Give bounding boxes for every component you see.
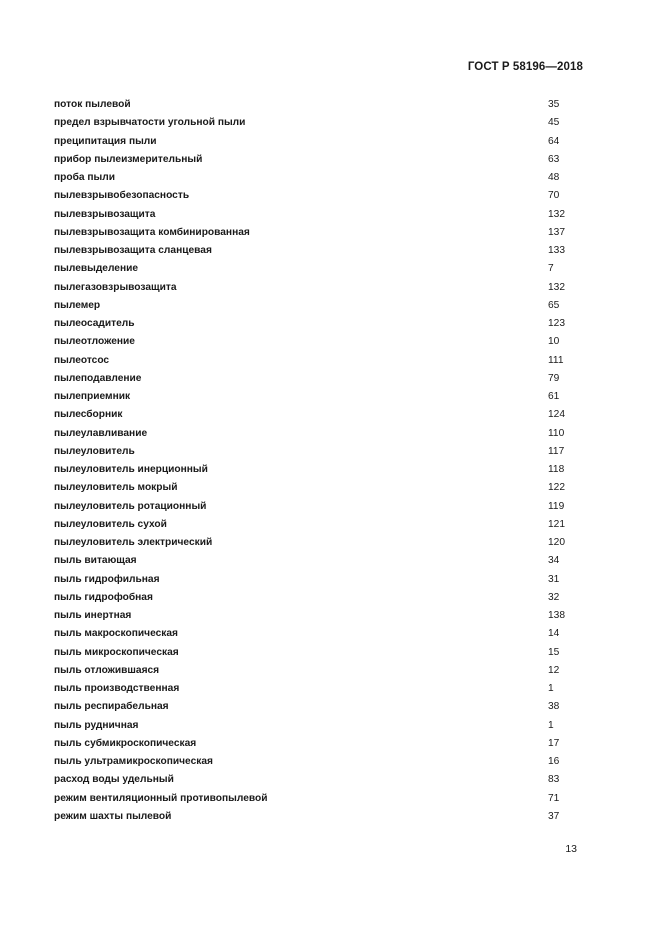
index-page-ref: 64 — [548, 135, 560, 147]
index-page-ref: 133 — [548, 245, 565, 256]
index-term: режим шахты пылевой — [54, 810, 172, 822]
index-term: пылеосадитель — [54, 318, 135, 329]
index-entry — [54, 316, 584, 334]
index-entry — [54, 261, 584, 279]
index-term: пылевзрывозащита комбинированная — [54, 226, 250, 238]
index-term: пыль гидрофильная — [54, 573, 160, 585]
index-entry — [54, 426, 584, 444]
index-entry — [54, 791, 584, 809]
index-term: пыль инертная — [54, 610, 132, 621]
index-entry — [54, 444, 584, 462]
index-page-ref: 38 — [548, 701, 560, 713]
index-term: пыль отложившаяся — [54, 664, 160, 676]
index-term: пыль микроскопическая — [54, 646, 179, 658]
index-term: пылевыделение — [54, 263, 139, 275]
index-page-ref: 63 — [548, 153, 560, 165]
index-page-ref: 118 — [548, 464, 565, 475]
index-entry — [54, 243, 584, 261]
index-page-ref: 45 — [548, 117, 560, 129]
index-entry — [54, 809, 584, 827]
index-page-ref: 17 — [548, 737, 560, 749]
index-entry — [54, 207, 584, 225]
index-term: пылеуловитель инерционный — [54, 464, 208, 475]
index-term: пыль макроскопическая — [54, 628, 178, 640]
index-entry — [54, 225, 584, 243]
index-term: расход воды удельный — [54, 774, 174, 786]
index-entry — [54, 663, 584, 681]
index-term: преципитация пыли — [54, 135, 157, 147]
index-entry — [54, 499, 584, 517]
index-entry — [54, 152, 584, 170]
index-entry — [54, 480, 584, 498]
index-entry — [54, 353, 584, 371]
index-page-ref: 16 — [548, 756, 560, 767]
index-entry — [54, 389, 584, 407]
index-entry — [54, 334, 584, 352]
index-entry — [54, 517, 584, 535]
index-page-ref: 10 — [548, 336, 560, 348]
index-entry — [54, 134, 584, 152]
index-page-ref: 70 — [548, 190, 560, 202]
index-entry — [54, 97, 584, 115]
index-entry — [54, 298, 584, 316]
index-entry — [54, 681, 584, 699]
index-entry — [54, 371, 584, 389]
index-page-ref: 31 — [548, 573, 560, 585]
index-page-ref: 65 — [548, 299, 560, 311]
index-term: пылеприемник — [54, 391, 131, 402]
index-page-ref: 132 — [548, 281, 565, 293]
index-page-ref: 71 — [548, 792, 560, 804]
index-page-ref: 1 — [548, 719, 554, 731]
index-page-ref: 120 — [548, 537, 565, 548]
index-term: пыль гидрофобная — [54, 591, 153, 603]
index-term: пыль ультрамикроскопическая — [54, 756, 213, 767]
document-header: ГОСТ Р 58196—2018 — [467, 61, 583, 73]
index-page-ref: 37 — [548, 810, 560, 822]
index-page-ref: 61 — [548, 391, 560, 402]
index-term: пыль респирабельная — [54, 701, 169, 713]
index-term: проба пыли — [54, 172, 115, 183]
index-page-ref: 79 — [548, 372, 560, 384]
index-page-ref: 83 — [548, 774, 560, 786]
index-entry — [54, 699, 584, 717]
index-term: пылеотложение — [54, 336, 135, 348]
index-term: пыль рудничная — [54, 719, 139, 731]
index-entry — [54, 608, 584, 626]
index-page-ref: 121 — [548, 518, 565, 530]
index-term: пыль производственная — [54, 683, 180, 694]
index-page-ref: 1 — [548, 683, 554, 694]
index-term: пылеподавление — [54, 372, 142, 384]
index-term: режим вентиляционный противопылевой — [54, 792, 268, 804]
index-entry — [54, 462, 584, 480]
index-page-ref: 111 — [548, 354, 564, 366]
index-term: пылеуловитель — [54, 445, 135, 457]
index-entry — [54, 115, 584, 133]
index-entry — [54, 718, 584, 736]
index-entry — [54, 572, 584, 590]
index-page-ref: 12 — [548, 664, 560, 676]
index-term: пыль витающая — [54, 555, 137, 567]
index-entry — [54, 590, 584, 608]
index-entry — [54, 772, 584, 790]
index-page-ref: 117 — [548, 445, 565, 457]
index-term: пылеуловитель ротационный — [54, 500, 207, 512]
index-page-ref: 35 — [548, 99, 560, 110]
index-page-ref: 48 — [548, 172, 560, 183]
index-entry — [54, 535, 584, 553]
index-entry — [54, 645, 584, 663]
index-term: пыль субмикроскопическая — [54, 737, 197, 749]
index-entry — [54, 736, 584, 754]
index-entry — [54, 553, 584, 571]
index-term: пылеуловитель электрический — [54, 537, 213, 548]
index-term: прибор пылеизмерительный — [54, 153, 203, 165]
index-page-ref: 137 — [548, 226, 565, 238]
index-term: пылеуловитель сухой — [54, 518, 167, 530]
alphabetical-index — [54, 97, 584, 827]
index-page-ref: 122 — [548, 482, 565, 494]
index-page-ref: 34 — [548, 555, 560, 567]
index-page-ref: 15 — [548, 646, 560, 658]
index-page-ref: 110 — [548, 427, 565, 439]
index-term: предел взрывчатости угольной пыли — [54, 117, 246, 129]
index-term: пылевзрывозащита — [54, 208, 156, 220]
index-term: пылесборник — [54, 409, 123, 421]
index-term: пылевзрывозащита сланцевая — [54, 245, 212, 256]
index-term: пылегазовзрывозащита — [54, 281, 177, 293]
index-page-ref: 119 — [548, 500, 565, 512]
index-entry — [54, 188, 584, 206]
index-page-ref: 124 — [548, 409, 565, 421]
index-page-ref: 132 — [548, 208, 565, 220]
index-page-ref: 14 — [548, 628, 560, 640]
index-term: поток пылевой — [54, 99, 131, 110]
index-term: пылеуловитель мокрый — [54, 482, 178, 494]
index-page-ref: 123 — [548, 318, 565, 329]
index-term: пылеулавливание — [54, 427, 148, 439]
index-entry — [54, 407, 584, 425]
index-page-ref: 7 — [548, 263, 554, 275]
index-entry — [54, 280, 584, 298]
index-term: пылевзрывобезопасность — [54, 190, 190, 202]
index-page-ref: 32 — [548, 591, 560, 603]
index-entry — [54, 754, 584, 772]
index-entry — [54, 626, 584, 644]
index-entry — [54, 170, 584, 188]
index-term: пылемер — [54, 299, 101, 311]
page-number: 13 — [565, 843, 577, 855]
index-page-ref: 138 — [548, 610, 565, 621]
index-term: пылеотсос — [54, 354, 110, 366]
